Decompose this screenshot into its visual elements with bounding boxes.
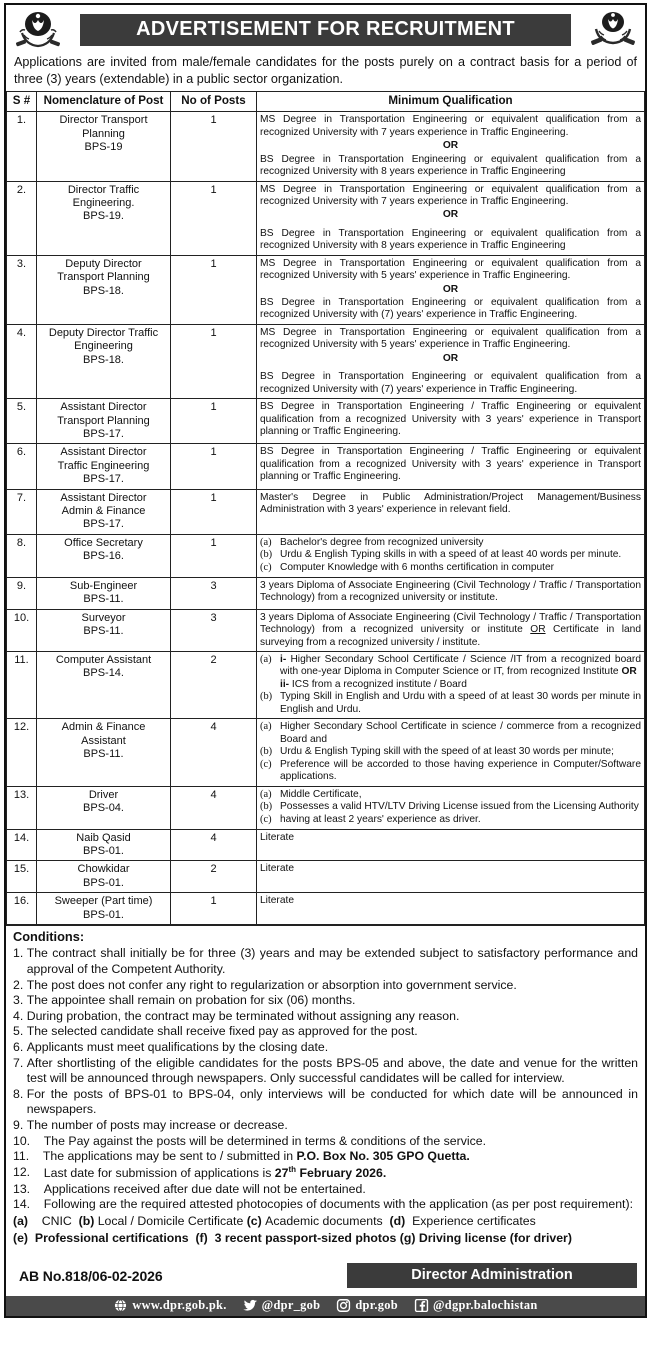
list-marker: (a) — [260, 721, 272, 733]
list-marker: (c) — [260, 758, 272, 770]
globe-icon — [113, 1299, 128, 1312]
condition-text: The appointee shall remain on probation for six (06) months. — [26, 993, 356, 1008]
condition-item — [13, 1118, 638, 1134]
table-row — [7, 829, 645, 861]
qualification-list-item — [260, 759, 641, 784]
qualification-list-item — [260, 537, 641, 550]
cell-serial: 6. — [7, 444, 37, 489]
condition-number: 13. — [13, 1181, 44, 1196]
condition-text: The number of posts may increase or decrease. — [26, 1118, 288, 1133]
cell-qualification — [257, 861, 645, 893]
cell-post-name: Naib Qasid BPS-01. — [37, 829, 171, 861]
social-label: www.dpr.gob.pk. — [132, 1298, 227, 1313]
column-header-count: No of Posts — [171, 92, 257, 112]
qualification-text: MS Degree in Transportation Engineering or equivalent qualification from a recognized University with 5 years' experience in Traffic Engineering. — [260, 326, 641, 351]
social-link-twitter[interactable] — [243, 1298, 321, 1313]
cell-post-count: 1 — [171, 489, 257, 534]
qualification-text: MS Degree in Transportation Engineering or equivalent qualification from a recognized University with 5 years' experience in Traffic Engineering. — [260, 257, 641, 282]
list-marker: (c) — [260, 562, 272, 574]
qualification-list-item — [260, 691, 641, 716]
qualification-or-separator: OR — [442, 283, 459, 295]
ab-number: AB No.818/06-02-2026 — [19, 1268, 163, 1285]
table-row — [7, 893, 645, 925]
condition-number: 1. — [13, 946, 27, 961]
cell-post-name: Assistant Director Admin & Finance BPS-17. — [37, 489, 171, 534]
table-row — [7, 399, 645, 444]
qualification-text: Literate — [260, 831, 294, 843]
qualification-text: MS Degree in Transportation Engineering or equivalent qualification from a recognized University with 7 years experience in Traffic Engineering. — [260, 183, 641, 207]
cell-serial: 1. — [7, 112, 37, 181]
cell-post-count: 1 — [171, 534, 257, 577]
column-header-post: Nomenclature of Post — [37, 92, 171, 112]
condition-number: 5. — [13, 1024, 27, 1039]
required-documents-line-1: (a) CNIC (b) Local / Domicile Certificate (c) Academic documents (d) Experience certificates — [13, 1213, 536, 1228]
qualification-list-item — [260, 789, 641, 802]
cell-post-count: 1 — [171, 255, 257, 324]
qualification-text: Literate — [260, 895, 294, 907]
condition-item — [13, 1009, 638, 1025]
condition-number: 6. — [13, 1039, 27, 1054]
cell-post-name: Computer Assistant BPS-14. — [37, 651, 171, 718]
list-item-text: having at least 2 years' experience as driver. — [280, 813, 481, 825]
condition-number: 7. — [13, 1055, 27, 1070]
cell-serial: 8. — [7, 534, 37, 577]
cell-serial: 5. — [7, 399, 37, 444]
cell-qualification — [257, 255, 645, 324]
cell-qualification — [257, 893, 645, 925]
table-row — [7, 181, 645, 255]
cell-serial: 16. — [7, 893, 37, 925]
table-row — [7, 719, 645, 786]
list-item-text: Possesses a valid HTV/LTV Driving License issued from the Licensing Authority — [280, 801, 639, 813]
cell-qualification — [257, 444, 645, 489]
cell-post-count: 1 — [171, 399, 257, 444]
cell-post-name: Director Traffic Engineering. BPS-19. — [37, 181, 171, 255]
cell-qualification — [257, 651, 645, 718]
posts-table — [6, 91, 645, 925]
cell-post-count: 1 — [171, 181, 257, 255]
qualification-or-separator: OR — [442, 209, 459, 221]
qualification-list-item — [260, 549, 641, 562]
qualification-list-item — [260, 746, 641, 759]
condition-text: During probation, the contract may be terminated without assigning any reason. — [26, 1008, 460, 1023]
cell-qualification — [257, 829, 645, 861]
cell-post-name: Assistant Director Traffic Engineering BPS-17. — [37, 444, 171, 489]
list-marker: (b) — [260, 549, 273, 561]
condition-item — [13, 1149, 638, 1165]
qualification-list-item — [260, 801, 641, 814]
table-row — [7, 444, 645, 489]
list-marker: (c) — [260, 813, 272, 825]
list-item-text: Middle Certificate, — [280, 788, 362, 800]
qualification-text: MS Degree in Transportation Engineering or equivalent qualification from a recognized University with 7 years experience in Traffic Engineering. — [260, 114, 641, 138]
cell-post-name: Office Secretary BPS-16. — [37, 534, 171, 577]
list-item-text: Bachelor's degree from recognized university — [280, 536, 484, 548]
table-row — [7, 324, 645, 398]
condition-text: For the posts of BPS-01 to BPS-04, only interviews will be conducted for which date will be announced in newspapers. — [26, 1086, 638, 1117]
cell-post-count: 1 — [171, 324, 257, 398]
social-link-facebook[interactable] — [414, 1298, 538, 1313]
condition-text: Applicants must meet qualifications by the closing date. — [26, 1039, 329, 1054]
condition-text: Last date for submission of applications is 27th February 2026. — [43, 1164, 387, 1180]
list-item-text: Urdu & English Typing skill with the speed of at least 30 words per minute; — [280, 746, 614, 758]
qualification-text: Literate — [260, 863, 294, 875]
government-crest-emblem-right — [587, 9, 639, 51]
cell-post-count: 3 — [171, 577, 257, 609]
conditions-section — [6, 925, 645, 1294]
list-marker: (a) — [260, 788, 272, 800]
condition-item — [13, 946, 638, 977]
condition-text: The applications may be sent to / submitted in P.O. Box No. 305 GPO Quetta. — [42, 1149, 470, 1164]
condition-number: 2. — [13, 977, 27, 992]
table-row — [7, 786, 645, 829]
cell-qualification — [257, 489, 645, 534]
list-item-text: Computer Knowledge with 6 months certification in computer — [280, 562, 555, 574]
cell-qualification — [257, 181, 645, 255]
posts-table-body — [7, 112, 645, 925]
condition-text: The contract shall initially be for three (3) years and may be extended subject to satisfactory performance and approval of the Competent Authority. — [26, 946, 638, 976]
cell-serial: 14. — [7, 829, 37, 861]
social-media-bar — [6, 1296, 645, 1316]
cell-qualification — [257, 324, 645, 398]
social-label: dpr.gob — [355, 1298, 398, 1313]
qualification-list-item — [260, 721, 641, 746]
qualification-text: 3 years Diploma of Associate Engineering (Civil Technology / Traffic / Transportation Technology) from a recognized university or institute. — [260, 579, 641, 604]
table-row — [7, 534, 645, 577]
condition-number: 14. — [13, 1197, 44, 1212]
cell-post-name: Deputy Director Transport Planning BPS-18. — [37, 255, 171, 324]
instagram-icon — [336, 1299, 351, 1312]
cell-post-count: 2 — [171, 651, 257, 718]
list-item-text: Urdu & English Typing skills in with a speed of at least 40 words per minute. — [280, 549, 622, 561]
page-header — [6, 5, 645, 53]
condition-number: 9. — [13, 1118, 27, 1133]
signature-authority: Director Administration — [347, 1263, 637, 1288]
cell-post-count: 1 — [171, 893, 257, 925]
intro-paragraph: Applications are invited from male/female candidates for the posts purely on a contract basis for a period of three (3) years (extendable) in a public sector organization. — [14, 55, 637, 86]
cell-post-name: Sweeper (Part time) BPS-01. — [37, 893, 171, 925]
condition-item — [13, 1056, 638, 1087]
cell-serial: 11. — [7, 651, 37, 718]
table-row — [7, 861, 645, 893]
cell-post-name: Director Transport Planning BPS-19 — [37, 112, 171, 181]
condition-text: Applications received after due date will not be entertained. — [43, 1181, 366, 1196]
table-row — [7, 255, 645, 324]
list-marker: (b) — [260, 746, 273, 758]
condition-item — [13, 1040, 638, 1056]
list-marker: (b) — [260, 691, 273, 703]
cell-post-count: 1 — [171, 444, 257, 489]
table-row — [7, 577, 645, 609]
condition-item — [13, 1197, 638, 1213]
cell-serial: 9. — [7, 577, 37, 609]
twitter-icon — [243, 1299, 258, 1312]
social-label: @dgpr.balochistan — [432, 1298, 538, 1313]
social-link-instagram[interactable] — [336, 1298, 398, 1313]
qualification-or-separator: OR — [442, 352, 459, 364]
qualification-text: Master's Degree in Public Administration/Project Management/Business Administration with 3 years' experience in relevant field. — [260, 491, 641, 515]
list-marker: (a) — [260, 536, 272, 548]
table-row — [7, 112, 645, 181]
qualification-text: BS Degree in Transportation Engineering or equivalent qualification from a recognized University with 8 years experience in Traffic Engineering — [260, 227, 641, 252]
conditions-heading: Conditions: — [13, 929, 85, 945]
posts-table-head — [7, 92, 645, 112]
condition-item — [13, 1182, 638, 1198]
cell-serial: 3. — [7, 255, 37, 324]
advertisement-frame — [4, 3, 647, 1318]
condition-number: 12. — [13, 1164, 44, 1179]
cell-qualification — [257, 609, 645, 651]
cell-qualification — [257, 112, 645, 181]
condition-text: After shortlisting of the eligible candidates for the posts BPS-05 and above, the date and venue for the written test will be announced through newspapers. Only successful candidates will be called for interview. — [26, 1055, 638, 1086]
cell-post-name: Sub-Engineer BPS-11. — [37, 577, 171, 609]
cell-post-count: 4 — [171, 829, 257, 861]
qualification-list-item — [260, 814, 641, 827]
condition-text: Following are the required attested photocopies of documents with the application (as per post requirement): — [43, 1197, 633, 1212]
cell-post-count: 4 — [171, 786, 257, 829]
qualification-text: 3 years Diploma of Associate Engineering (Civil Technology / Traffic / Transportation Technology) from a recognized university or institute OR Certificate in land surveying from a recognized university / institute. — [260, 611, 641, 648]
list-item-text: Higher Secondary School Certificate in science / commerce from a recognized Board and — [280, 721, 641, 745]
condition-item — [13, 1165, 638, 1182]
cell-qualification — [257, 534, 645, 577]
column-header-serial: S # — [7, 92, 37, 112]
condition-number: 10. — [13, 1133, 44, 1148]
cell-post-name: Surveyor BPS-11. — [37, 609, 171, 651]
qualification-or-separator: OR — [442, 140, 459, 152]
cell-post-name: Chowkidar BPS-01. — [37, 861, 171, 893]
table-row — [7, 609, 645, 651]
cell-serial: 15. — [7, 861, 37, 893]
cell-post-name: Admin & Finance Assistant BPS-11. — [37, 719, 171, 786]
list-item-text: Preference will be accorded to those having experience in Computer/Software applications. — [280, 758, 641, 783]
cell-post-count: 1 — [171, 112, 257, 181]
list-item-text: Typing Skill in English and Urdu with a speed of at least 30 words per minute in English and Urdu. — [280, 691, 641, 715]
condition-item — [13, 1087, 638, 1118]
conditions-list — [13, 946, 638, 1212]
qualification-text: BS Degree in Transportation Engineering / Traffic Engineering or equivalent qualification from a recognized University with 3 years' experience in Transport planning or Traffic Engineering. — [260, 401, 641, 437]
qualification-list-item — [260, 562, 641, 575]
social-link-globe[interactable] — [113, 1298, 226, 1313]
condition-item — [13, 993, 638, 1009]
condition-number: 3. — [13, 993, 27, 1008]
cell-serial: 13. — [7, 786, 37, 829]
list-marker: (a) — [260, 653, 272, 665]
condition-text: The selected candidate shall receive fixed pay as approved for the post. — [26, 1024, 418, 1039]
column-header-quals: Minimum Qualification — [257, 92, 645, 112]
cell-serial: 7. — [7, 489, 37, 534]
cell-serial: 10. — [7, 609, 37, 651]
footer-signature-row — [13, 1253, 638, 1288]
qualification-text: BS Degree in Transportation Engineering or equivalent qualification from a recognized University with 8 years experience in Traffic Engineering — [260, 153, 641, 178]
condition-number: 4. — [13, 1008, 27, 1023]
condition-item — [13, 1134, 638, 1150]
list-marker: (b) — [260, 801, 273, 813]
cell-post-name: Assistant Director Transport Planning BPS-17. — [37, 399, 171, 444]
cell-post-name: Driver BPS-04. — [37, 786, 171, 829]
cell-serial: 2. — [7, 181, 37, 255]
qualification-text: BS Degree in Transportation Engineering / Traffic Engineering or equivalent qualification from a recognized University with 3 years' experience in Transport planning or Traffic Engineering. — [260, 446, 641, 483]
table-row — [7, 651, 645, 718]
cell-qualification — [257, 719, 645, 786]
cell-serial: 4. — [7, 324, 37, 398]
condition-item — [13, 978, 638, 994]
qualification-text: BS Degree in Transportation Engineering or equivalent qualification from a recognized University with (7) years' experience in Traffic Engineering. — [260, 371, 641, 395]
table-header-row — [7, 92, 645, 112]
condition-number: 11. — [13, 1149, 43, 1164]
cell-qualification — [257, 786, 645, 829]
cell-qualification — [257, 577, 645, 609]
social-label: @dpr_gob — [261, 1298, 321, 1313]
condition-text: The post does not confer any right to regularization or absorption into government service. — [26, 977, 517, 992]
condition-number: 8. — [13, 1086, 27, 1101]
cell-qualification — [257, 399, 645, 444]
condition-item — [13, 1024, 638, 1040]
cell-post-count: 3 — [171, 609, 257, 651]
cell-post-count: 2 — [171, 861, 257, 893]
government-crest-emblem-left — [12, 9, 64, 51]
qualification-list-item — [260, 654, 641, 691]
facebook-icon — [414, 1299, 429, 1312]
advertisement-page — [0, 3, 651, 1368]
table-row — [7, 489, 645, 534]
qualification-text: BS Degree in Transportation Engineering or equivalent qualification from a recognized University with (7) years' experience in Traffic Engineering. — [260, 297, 641, 321]
required-documents-line-2: (e) Professional certifications (f) 3 recent passport-sized photos (g) Driving license (for driver) — [13, 1230, 572, 1245]
cell-post-count: 4 — [171, 719, 257, 786]
cell-post-name: Deputy Director Traffic Engineering BPS-18. — [37, 324, 171, 398]
page-title: ADVERTISEMENT FOR RECRUITMENT — [80, 14, 571, 46]
condition-text: The Pay against the posts will be determined in terms & conditions of the service. — [43, 1133, 486, 1148]
list-item-text: i- Higher Secondary School Certificate / Science /IT from a recognized board with one-year Diploma in Computer Science or IT, from recognized Institute OR ii- ICS from a recognized institute / Board — [280, 653, 641, 690]
cell-serial: 12. — [7, 719, 37, 786]
